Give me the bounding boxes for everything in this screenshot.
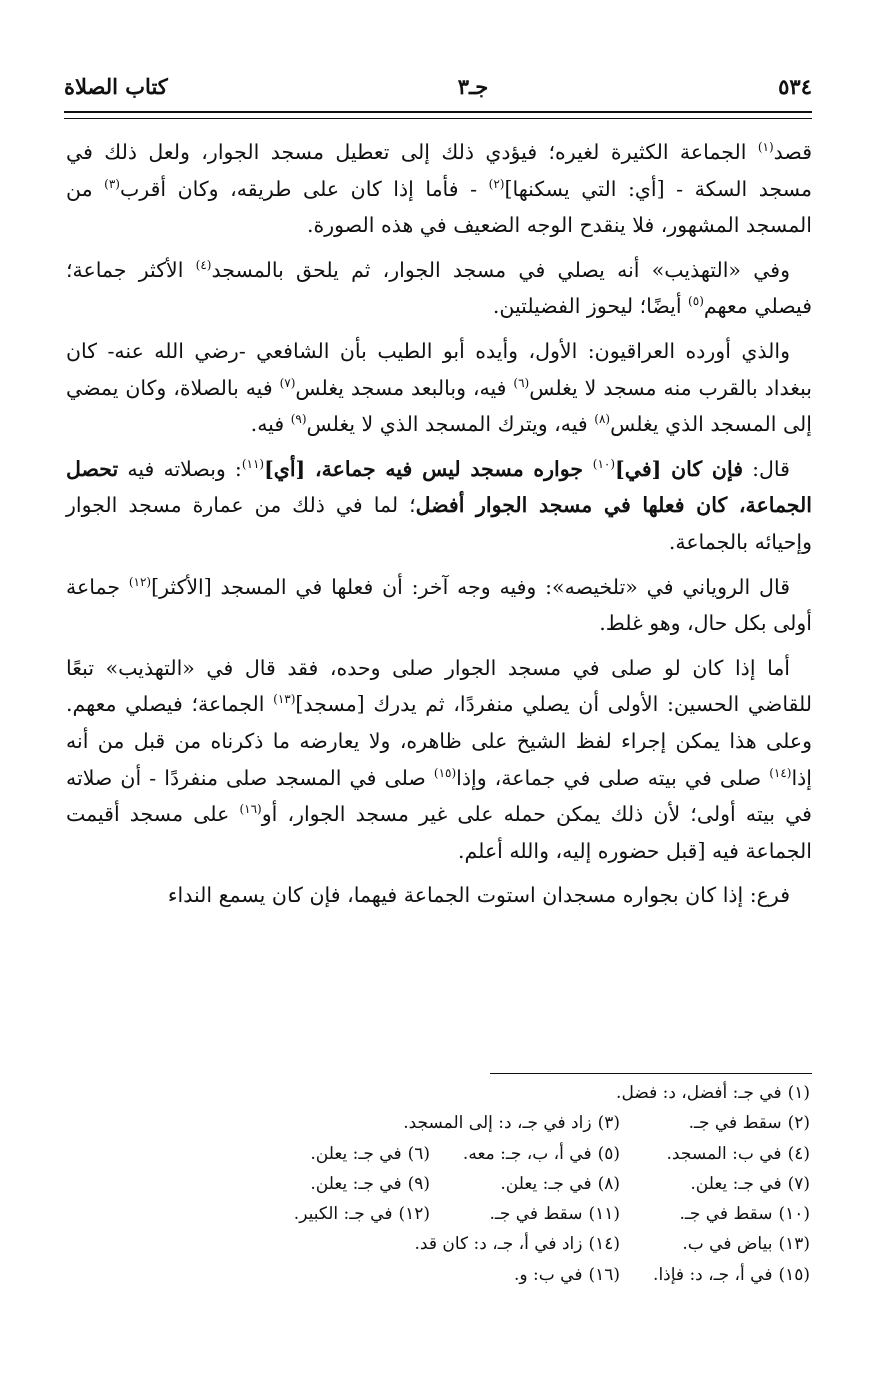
footnote-text: في جـ: يعلن. bbox=[500, 1173, 592, 1194]
header-rule-thin bbox=[64, 118, 812, 119]
footnote-text: في ب: و. bbox=[514, 1264, 583, 1285]
text-run: فرع: إذا كان بجواره مسجدان استوت الجماعة فيهما، فإن كان يسمع النداء bbox=[167, 883, 790, 908]
text-run: فيه بالصلاة، وكان يمضي إلى المسجد الذي يغلس bbox=[66, 375, 812, 437]
footnote-ref[interactable]: (٣) bbox=[104, 176, 120, 191]
paragraph-7 bbox=[66, 877, 812, 914]
paragraph-6 bbox=[66, 650, 812, 870]
footnote-ref[interactable]: (٩) bbox=[290, 412, 307, 427]
footnote bbox=[620, 1199, 810, 1229]
footnote-ref[interactable]: (٧) bbox=[279, 375, 296, 390]
paragraph-4 bbox=[66, 451, 812, 561]
footnote-ref[interactable]: (٨) bbox=[594, 412, 611, 427]
footnote-number: (٦) bbox=[407, 1143, 430, 1164]
footnote bbox=[620, 1260, 810, 1290]
footnote-ref[interactable]: (٢) bbox=[488, 176, 505, 191]
footnote bbox=[620, 1169, 810, 1199]
footnote bbox=[620, 1139, 810, 1169]
footnote-text: في ب: المسجد. bbox=[666, 1143, 782, 1164]
footnote-number: (٧) bbox=[787, 1173, 810, 1194]
footnote bbox=[430, 1078, 810, 1108]
footnote-text: في جـ: يعلن. bbox=[310, 1173, 402, 1194]
footnote-text: سقط في جـ. bbox=[688, 1113, 782, 1134]
text-run: - فأما إذا كان على طريقه، وكان أقرب bbox=[119, 176, 489, 201]
text-run: قال: bbox=[743, 456, 790, 481]
paragraph-2 bbox=[66, 252, 812, 325]
footnote-text: في جـ: أفضل، د: فضل. bbox=[616, 1083, 782, 1103]
text-run: والذي أورده العراقيون: الأول، وأيده أبو الطيب بأن الشافعي -رضي الله عنه- كان ببغداد بالقرب منه مسجد لا يغلس bbox=[66, 338, 812, 400]
footnote-text: في جـ: الكبير. bbox=[293, 1204, 393, 1225]
footnote-text: سقط في جـ. bbox=[679, 1204, 773, 1225]
paragraph-5 bbox=[66, 569, 812, 642]
footnote-number: (١٤) bbox=[588, 1234, 620, 1255]
footnote bbox=[240, 1260, 620, 1290]
text-run: : وبصلاته فيه bbox=[118, 456, 242, 481]
footnote bbox=[240, 1169, 430, 1199]
footnote-ref[interactable]: (١) bbox=[757, 140, 774, 155]
footnote bbox=[430, 1139, 620, 1169]
text-run: أيضًا؛ ليحوز الفضيلتين. bbox=[492, 294, 689, 319]
text-run: قصد bbox=[773, 140, 812, 164]
footnote-number: (١١) bbox=[588, 1204, 620, 1225]
footnote bbox=[240, 1199, 430, 1229]
text-run: الجماعة؛ فيصلي معهم. وعلى هذا يمكن إجراء لفظ الشيخ على ظاهره، ولا يعارضه ما ذكرناه من قبل من أنه إذا bbox=[66, 692, 813, 790]
footnote-row bbox=[150, 1108, 810, 1138]
footnote-ref[interactable]: (١٠) bbox=[592, 456, 616, 471]
matn-text: جواره مسجد ليس فيه جماعة، [أي] bbox=[264, 456, 593, 481]
footnote bbox=[620, 1108, 810, 1138]
footnote-ref[interactable]: (١٤) bbox=[769, 765, 792, 780]
footnote-row bbox=[150, 1260, 810, 1290]
text-run: صلى في المسجد صلى منفردًا - أن صلاته في بيته أولى؛ لأن ذلك يمكن حمله على غير مسجد الجوار، أو bbox=[66, 765, 812, 827]
footnotes bbox=[150, 1078, 810, 1290]
volume-number: جـ٣ bbox=[457, 73, 489, 99]
text-run: أما إذا كان لو صلى في مسجد الجوار صلى وحده، فقد قال في «التهذيب» تبعًا للقاضي الحسين: الأولى أن يصلي منفردًا، ثم يدرك [مسجد] bbox=[66, 655, 812, 717]
footnote-row bbox=[150, 1139, 810, 1169]
text-run: فيه، وبالبعد مسجد يغلس bbox=[295, 375, 514, 400]
footnote-number: (٨) bbox=[597, 1173, 620, 1194]
matn-text: تحصل الجماعة، كان فعلها في مسجد الجوار أفضل bbox=[66, 456, 812, 518]
footnote bbox=[430, 1169, 620, 1199]
text-run: فيه، ويترك المسجد الذي لا يغلس bbox=[306, 412, 595, 437]
footnote-ref[interactable]: (١٥) bbox=[433, 765, 457, 780]
text-run: قال الروياني في «تلخيصه»: وفيه وجه آخر: أن فعلها في المسجد [الأكثر] bbox=[151, 574, 790, 599]
footnote-number: (١٦) bbox=[588, 1264, 620, 1285]
footnote-ref[interactable]: (١٦) bbox=[239, 802, 262, 817]
text-run: وفي «التهذيب» أنه يصلي في مسجد الجوار، ثم يلحق بالمسجد bbox=[211, 257, 790, 282]
footnote-text: زاد في أ، جـ، د: كان قد. bbox=[414, 1234, 583, 1255]
text-run: على مسجد أقيمت الجماعة فيه [قبل حضوره إليه، والله أعلم. bbox=[66, 802, 812, 863]
footnote-row bbox=[150, 1169, 810, 1199]
main-text bbox=[66, 134, 812, 922]
text-run: فيه. bbox=[250, 412, 291, 437]
footnote bbox=[240, 1139, 430, 1169]
footnote-ref[interactable]: (١٢) bbox=[128, 574, 152, 589]
footnote-ref[interactable]: (١٣) bbox=[273, 692, 296, 707]
footnote-text: في أ، جـ، د: فإذا. bbox=[653, 1264, 773, 1285]
footnote-text: بياض في ب. bbox=[682, 1234, 773, 1255]
footnote-text: في جـ: يعلن. bbox=[310, 1143, 402, 1164]
text-run: جماعة أولى بكل حال، وهو غلط. bbox=[66, 574, 812, 636]
footnote-ref[interactable]: (٤) bbox=[195, 257, 212, 272]
footnote-number: (١٠) bbox=[778, 1204, 810, 1225]
footnote-number: (١٢) bbox=[398, 1204, 430, 1225]
text-run: من المسجد المشهور، فلا ينقدح الوجه الضعيف في هذه الصورة. bbox=[66, 176, 812, 238]
text-run: صلى في بيته صلى في جماعة، وإذا bbox=[456, 765, 770, 790]
footnote bbox=[620, 1229, 810, 1259]
footnote-ref[interactable]: (٥) bbox=[688, 294, 704, 309]
footnote-number: (٥) bbox=[597, 1143, 620, 1164]
footnote-number: (١٥) bbox=[778, 1264, 810, 1285]
text-run: الأكثر جماعة؛ فيصلي معهم bbox=[66, 257, 812, 319]
footnote-text: في جـ: يعلن. bbox=[690, 1173, 782, 1194]
book-title: كتاب الصلاة bbox=[64, 73, 168, 99]
paragraph-1 bbox=[66, 134, 812, 244]
page-header bbox=[64, 66, 812, 106]
footnote-separator bbox=[490, 1073, 812, 1074]
footnote-number: (٢) bbox=[787, 1113, 810, 1134]
footnote bbox=[430, 1199, 620, 1229]
footnote-text: زاد في جـ، د: إلى المسجد. bbox=[403, 1113, 592, 1134]
header-rule-thick bbox=[64, 111, 812, 113]
footnote-ref[interactable]: (١١) bbox=[241, 456, 265, 471]
footnote-number: (٣) bbox=[597, 1113, 620, 1134]
footnote-number: (٤) bbox=[787, 1143, 810, 1164]
text-run: الجماعة الكثيرة لغيره؛ فيؤدي ذلك إلى تعطيل مسجد الجوار، ولعل ذلك في مسجد السكة - [أي: التي يسكنها] bbox=[66, 140, 813, 201]
footnote-number: (٩) bbox=[407, 1173, 430, 1194]
footnote-number: (١٣) bbox=[778, 1234, 810, 1255]
footnote-row bbox=[150, 1229, 810, 1259]
matn-text: فإن كان [في] bbox=[615, 456, 743, 481]
footnote bbox=[240, 1229, 620, 1259]
footnote-text: سقط في جـ. bbox=[489, 1204, 583, 1225]
paragraph-3 bbox=[66, 333, 812, 443]
text-run: ؛ لما في ذلك من عمارة مسجد الجوار وإحيائه بالجماعة. bbox=[66, 493, 812, 554]
footnote-row bbox=[150, 1199, 810, 1229]
footnote-row bbox=[150, 1078, 810, 1108]
footnote-text: في أ، ب، جـ: معه. bbox=[462, 1143, 592, 1164]
footnote-number: (١) bbox=[787, 1083, 810, 1103]
page-number: ٥٣٤ bbox=[778, 73, 812, 99]
footnote-ref[interactable]: (٦) bbox=[513, 375, 530, 390]
footnote bbox=[240, 1108, 620, 1138]
